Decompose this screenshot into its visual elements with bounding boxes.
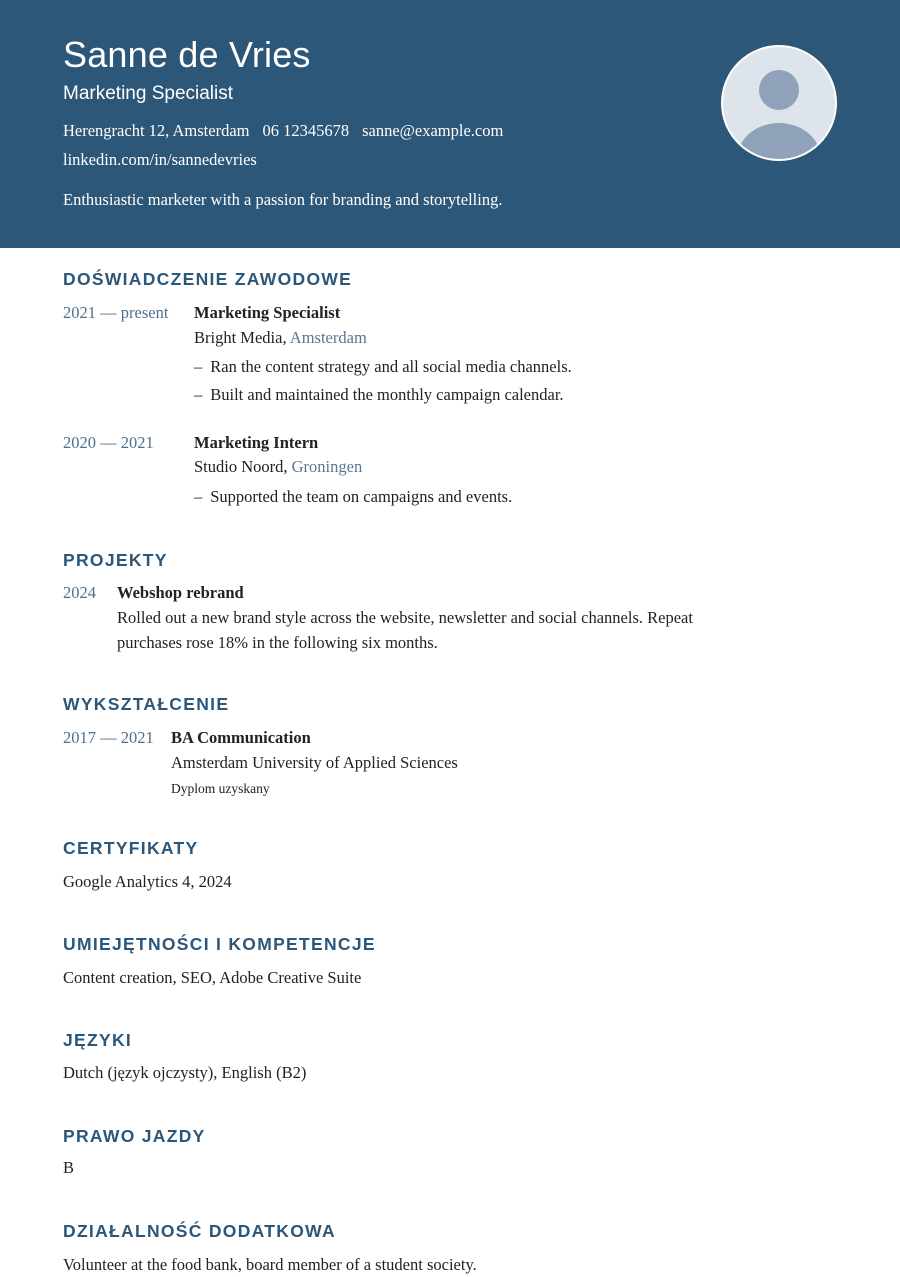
skills-text: Content creation, SEO, Adobe Creative Suite bbox=[63, 968, 362, 987]
experience-company-line: Bright Media, Amsterdam bbox=[194, 328, 367, 347]
education-degree: BA Communication bbox=[171, 728, 311, 747]
user-avatar-icon bbox=[721, 45, 837, 161]
education-dates: 2017 — 2021 bbox=[63, 728, 154, 747]
project-year: 2024 bbox=[63, 583, 96, 602]
experience-bullet: – Ran the content strategy and all social media channels. bbox=[194, 355, 572, 379]
profile-summary: Enthusiastic marketer with a passion for branding and storytelling. bbox=[63, 190, 503, 209]
contact-email[interactable]: sanne@example.com bbox=[362, 121, 504, 140]
contact-info bbox=[63, 116, 683, 174]
contact-address: Herengracht 12, Amsterdam bbox=[63, 121, 250, 140]
section-title-extra-activities: DZIAŁALNOŚĆ DODATKOWA bbox=[63, 1221, 336, 1241]
certificates-text: Google Analytics 4, 2024 bbox=[63, 872, 232, 891]
languages-text: Dutch (język ojczysty), English (B2) bbox=[63, 1063, 307, 1082]
project-name: Webshop rebrand bbox=[117, 583, 244, 602]
education-school: Amsterdam University of Applied Sciences bbox=[171, 753, 458, 772]
experience-company: Bright Media bbox=[194, 328, 283, 347]
resume-header bbox=[0, 0, 900, 248]
experience-bullet: – Built and maintained the monthly campaign calendar. bbox=[194, 383, 564, 407]
section-title-skills: UMIEJĘTNOŚCI I KOMPETENCJE bbox=[63, 934, 376, 954]
experience-bullet: – Supported the team on campaigns and events. bbox=[194, 485, 512, 509]
driving-license-text: B bbox=[63, 1158, 75, 1177]
section-title-education: WYKSZTAŁCENIE bbox=[63, 694, 230, 714]
experience-position: Marketing Specialist bbox=[194, 303, 341, 322]
section-title-languages: JĘZYKI bbox=[63, 1030, 133, 1050]
education-status: Dyplom uzyskany bbox=[171, 781, 270, 796]
experience-dates: 2021 — present bbox=[63, 303, 169, 322]
experience-company-line: Studio Noord, Groningen bbox=[194, 457, 363, 476]
experience-city: Amsterdam bbox=[289, 328, 367, 347]
experience-city: Groningen bbox=[291, 457, 363, 476]
section-title-driving-license: PRAWO JAZDY bbox=[63, 1126, 206, 1146]
section-title-experience: DOŚWIADCZENIE ZAWODOWE bbox=[63, 269, 353, 289]
experience-company: Studio Noord bbox=[194, 457, 284, 476]
section-title-certificates: CERTYFIKATY bbox=[63, 838, 199, 858]
project-description-line: purchases rose 18% in the following six months. bbox=[117, 633, 438, 652]
experience-position: Marketing Intern bbox=[194, 433, 319, 452]
candidate-role: Marketing Specialist bbox=[63, 83, 234, 104]
project-description-line: Rolled out a new brand style across the website, newsletter and social channels. Repeat bbox=[117, 608, 693, 627]
experience-dates: 2020 — 2021 bbox=[63, 433, 154, 452]
extra-activities-text: Volunteer at the food bank, board member of a student society. bbox=[63, 1255, 477, 1274]
candidate-name: Sanne de Vries bbox=[63, 34, 311, 75]
contact-phone: 06 12345678 bbox=[262, 121, 350, 140]
contact-linkedin[interactable]: linkedin.com/in/sannedevries bbox=[63, 150, 257, 169]
section-title-projects: PROJEKTY bbox=[63, 550, 168, 570]
